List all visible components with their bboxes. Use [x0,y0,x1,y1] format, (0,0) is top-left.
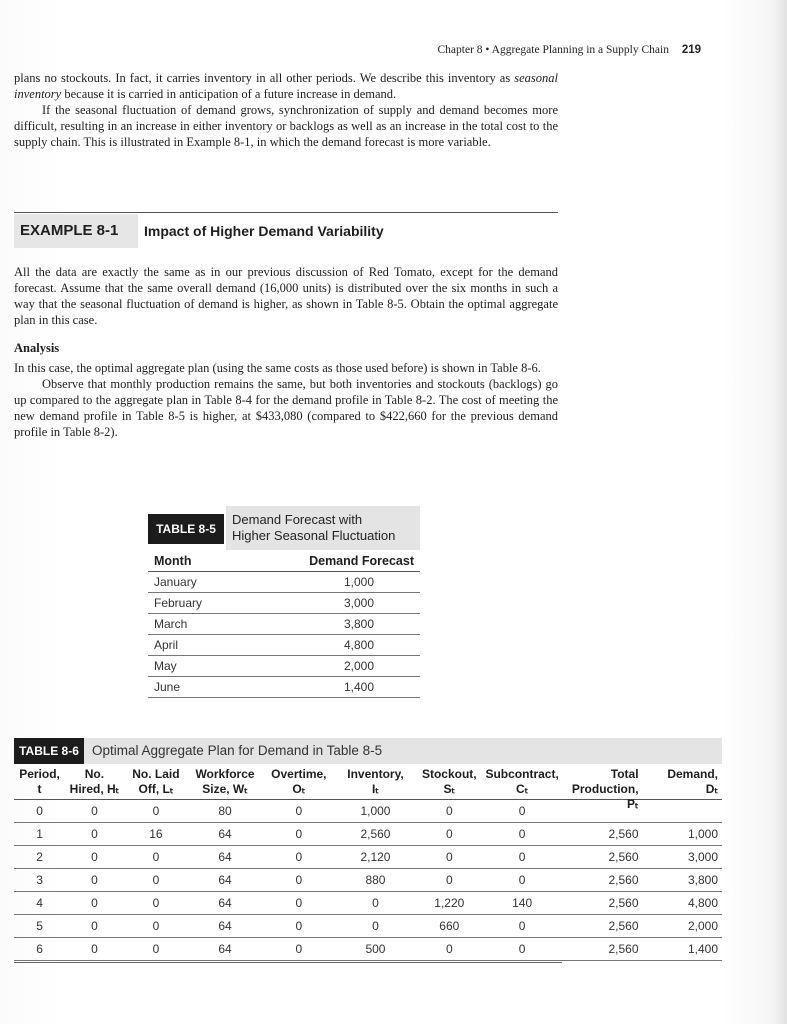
intro-paragraph-1 [14,70,558,102]
inventory-cell: 1,000 [360,804,391,818]
overtime-cell: 0 [295,896,303,910]
hired-cell: 0 [91,896,98,910]
column-header-inventory [336,767,415,799]
hired-cell: 0 [91,827,98,841]
workforce-cell: 64 [218,896,232,910]
column-header-total-production [561,767,639,811]
stockout-cell: 660 [439,919,460,933]
laid-off-cell: 0 [152,896,160,910]
table-8-6-body [14,800,722,961]
header-line-1: Inventory, [347,767,404,781]
example-label: EXAMPLE 8-1 [14,214,138,248]
column-header-month: Month [154,554,192,568]
laid-off-cell: 0 [152,919,160,933]
page-number: 219 [681,44,701,56]
header-line-2: t [37,782,42,796]
column-header-period [14,767,65,799]
total-production-cell: 2,560 [608,942,639,956]
table-8-6-tag: TABLE 8-6 [14,738,84,764]
table-row [14,892,722,915]
demand-forecast-cell: 1,400 [343,680,375,694]
analysis-heading: Analysis [14,341,60,355]
laid-off-cell: 0 [152,804,160,818]
demand-forecast-cell: 3,000 [343,596,375,610]
table-8-5-caption [148,506,420,550]
header-line-2: Off, Lₜ [138,782,174,796]
month-cell: April [154,638,179,652]
demand-cell [639,800,722,822]
subcontract-cell: 0 [518,850,526,864]
running-head [438,44,702,56]
period-cell: 5 [36,919,43,933]
subcontract-cell: 0 [518,804,526,818]
header-line-1: Demand, [667,767,719,781]
subcontract-cell: 0 [518,873,526,887]
header-line-2: Dₜ [705,782,719,796]
inventory-cell: 880 [365,873,386,887]
table-row [14,915,722,938]
inventory-cell: 2,560 [360,827,391,841]
month-cell: February [154,596,203,610]
hired-cell: 0 [91,804,98,818]
header-line-2: Iₜ [372,782,379,796]
period-cell: 1 [36,827,43,841]
total-production-cell: 2,560 [608,850,639,864]
table-8-5-body [148,572,420,698]
table-8-5-header-row [148,550,420,572]
workforce-cell: 64 [218,873,232,887]
header-line-1: No. Laid [132,767,180,781]
header-line-1: Subcontract, [485,767,559,781]
header-line-2: Hired, Hₜ [69,782,120,796]
intro-p1-emphasis: seasonal inventory [14,71,558,101]
workforce-cell: 64 [218,942,232,956]
hired-cell: 0 [91,942,98,956]
workforce-cell: 64 [218,850,232,864]
laid-off-cell: 0 [152,850,160,864]
month-cell: January [154,575,197,589]
overtime-cell: 0 [295,942,303,956]
workforce-cell: 64 [218,919,232,933]
stockout-cell: 0 [445,827,453,841]
header-line-2: Oₜ [292,782,306,796]
analysis-paragraph-2: Observe that monthly production remains the same, but both inventories and stockouts (backlogs) go up compared to the aggregate plan in Table 8-4 for the demand profile in Table 8-2. The cost of meeting the new demand profile in Table 8-5 is higher, at $433,080 (compared to $422,660 for the previous demand profile in Table 8-2). [14,377,558,439]
table-row [148,593,420,614]
demand-forecast-cell: 1,000 [343,575,375,589]
demand-cell: 2,000 [687,919,719,933]
month-cell: June [154,680,181,694]
column-header-subcontract [483,767,561,799]
intro-p1-start: plans no stockouts. In fact, it carries inventory in all other periods. We describe this inventory as [14,71,515,85]
table-row [14,869,722,892]
table-8-6-caption [14,738,722,764]
header-line-2: Production, Pₜ [571,782,639,811]
laid-off-cell: 16 [149,827,163,841]
total-production-cell: 2,560 [608,827,639,841]
stockout-cell: 1,220 [434,896,465,910]
header-line-1: Stockout, [421,767,477,781]
stockout-cell: 0 [445,850,453,864]
period-cell: 3 [36,873,43,887]
inventory-cell: 0 [372,919,379,933]
demand-forecast-cell: 3,800 [343,617,375,631]
total-production-cell [561,800,639,822]
inventory-cell: 2,120 [360,850,391,864]
table-row [14,938,722,961]
analysis-paragraph-1: In this case, the optimal aggregate plan (using the same costs as those used before) is shown in Table 8-6. [14,361,541,375]
subcontract-cell: 0 [518,942,526,956]
column-header-laid-off [124,767,188,799]
column-header-demand [639,767,722,799]
inventory-cell: 500 [365,942,386,956]
table-row [14,846,722,869]
chapter-title: Chapter 8 • Aggregate Planning in a Supply Chain [437,44,669,56]
overtime-cell: 0 [295,873,303,887]
period-cell: 4 [36,896,43,910]
demand-cell: 1,000 [687,827,719,841]
period-cell: 0 [36,804,43,818]
demand-forecast-cell: 2,000 [343,659,375,673]
table-8-5-title-line2: Higher Seasonal Fluctuation [232,528,396,543]
table-row [148,677,420,698]
column-header-hired [65,767,124,799]
laid-off-cell: 0 [152,942,160,956]
period-cell: 2 [36,850,43,864]
column-header-demand-forecast: Demand Forecast [309,554,414,568]
table-8-5-title-line1: Demand Forecast with [232,512,363,527]
header-line-2: Cₜ [516,782,529,796]
subcontract-cell: 140 [512,896,533,910]
example-body [14,264,558,440]
header-line-1: No. [84,767,105,781]
demand-cell: 1,400 [687,942,719,956]
demand-cell: 3,800 [687,873,719,887]
intro-p1-end: because it is carried in anticipation of a future increase in demand. [61,87,397,101]
demand-cell: 3,000 [687,850,719,864]
intro-text [14,70,558,150]
table-row [148,572,420,593]
demand-cell: 4,800 [687,896,719,910]
stockout-cell: 0 [445,873,453,887]
total-production-cell: 2,560 [608,919,639,933]
hired-cell: 0 [91,919,98,933]
example-top-rule [14,212,558,213]
demand-forecast-cell: 4,800 [343,638,375,652]
table-8-6 [14,738,722,961]
subcontract-cell: 0 [518,827,526,841]
column-header-workforce [188,767,262,799]
column-header-overtime [262,767,336,799]
example-header [14,214,558,248]
total-production-cell: 2,560 [608,873,639,887]
table-8-5-tag: TABLE 8-5 [148,514,224,544]
table-row [148,635,420,656]
overtime-cell: 0 [295,850,303,864]
table-row [148,656,420,677]
overtime-cell: 0 [295,919,303,933]
month-cell: May [154,659,177,673]
period-cell: 6 [36,942,43,956]
workforce-cell: 80 [218,804,232,818]
overtime-cell: 0 [295,827,303,841]
header-line-1: Period, [19,767,60,781]
hired-cell: 0 [91,850,98,864]
header-line-1: Workforce [195,767,255,781]
example-end-rule [14,962,562,963]
total-production-cell: 2,560 [608,896,639,910]
inventory-cell: 0 [372,896,379,910]
intro-paragraph-2: If the seasonal fluctuation of demand grows, synchronization of supply and demand becomes more difficult, resulting in an increase in either inventory or backlogs as well as an increase in the total cost to the supply chain. This is illustrated in Example 8-1, in which the demand forecast is more variable. [14,103,558,149]
laid-off-cell: 0 [152,873,160,887]
table-row [14,823,722,846]
table-8-5-title [226,506,420,550]
table-8-5 [148,506,420,698]
example-paragraph-1: All the data are exactly the same as in our previous discussion of Red Tomato, except for the demand forecast. Assume that the same overall demand (16,000 units) is distributed over the six months in such a way that the seasonal fluctuation of demand is higher, as shown in Table 8-5. Obtain the optimal aggregate plan in this case. [14,265,558,327]
subcontract-cell: 0 [518,919,526,933]
table-8-6-title: Optimal Aggregate Plan for Demand in Table 8-5 [92,743,383,758]
table-row [148,614,420,635]
overtime-cell: 0 [295,804,303,818]
header-line-2: Sₜ [443,782,456,796]
page-edge-shadow [773,0,787,1024]
workforce-cell: 64 [218,827,232,841]
header-line-2: Size, Wₜ [202,782,248,796]
month-cell: March [154,617,188,631]
header-line-1: Overtime, [271,767,327,781]
column-header-stockout [415,767,483,799]
table-row [14,800,722,823]
hired-cell: 0 [91,873,98,887]
stockout-cell: 0 [445,804,453,818]
example-title: Impact of Higher Demand Variability [144,223,384,239]
header-line-1: Total [610,767,639,781]
stockout-cell: 0 [445,942,453,956]
